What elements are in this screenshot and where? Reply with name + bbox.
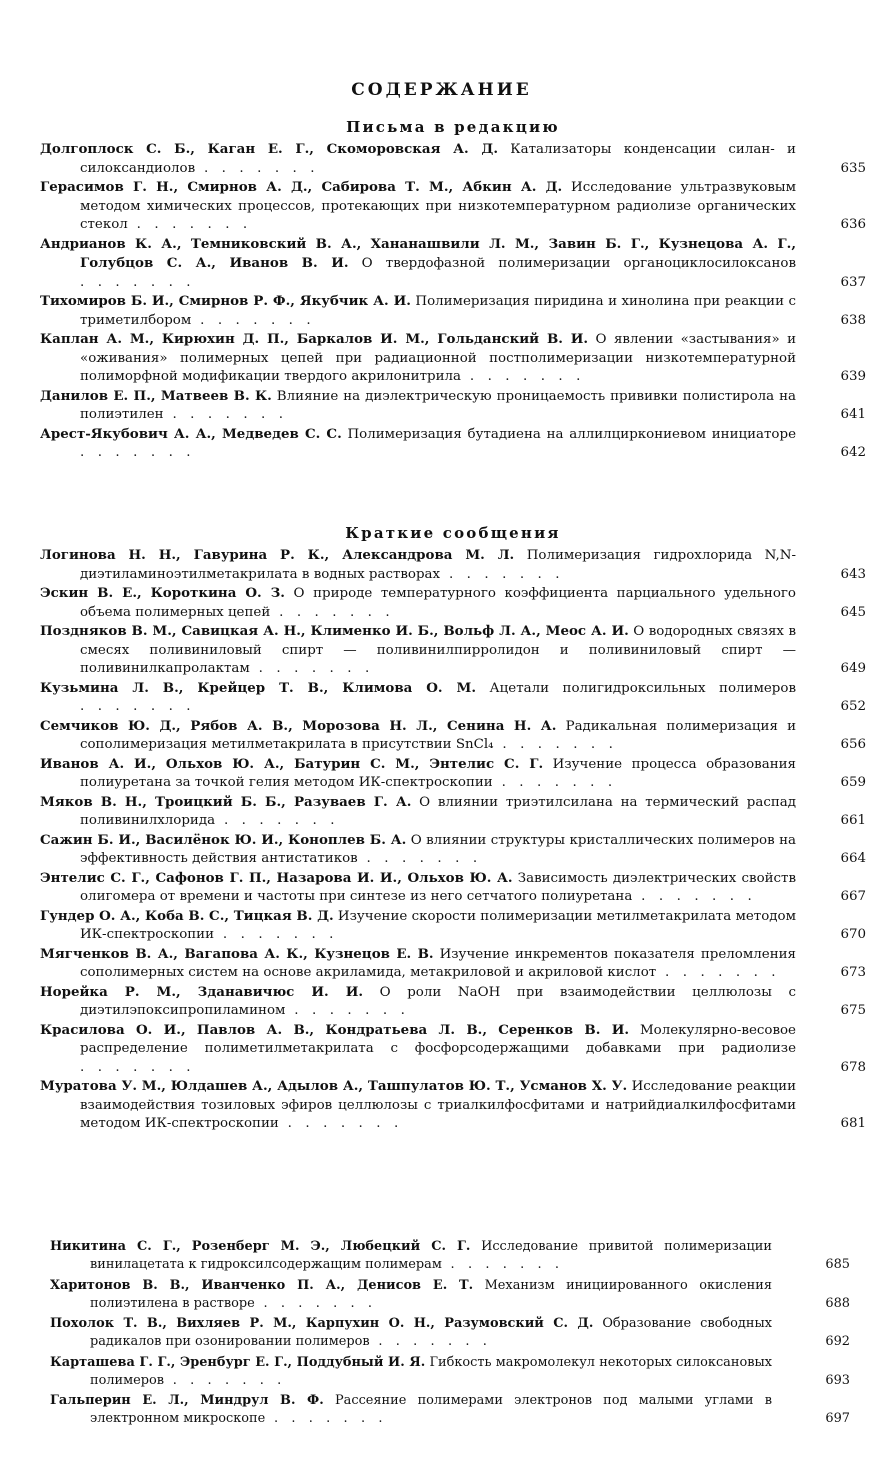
dot-leader: . . . . . . . xyxy=(80,274,196,290)
toc-entry xyxy=(40,869,866,907)
toc-entry xyxy=(40,330,866,387)
dot-leader: . . . . . . . xyxy=(163,407,288,422)
entry-authors: Похолок Т. В., Вихляев Р. М., Карпухин О. Н., Разумовский С. Д. xyxy=(50,1316,594,1331)
entry-page-number: 673 xyxy=(840,965,866,980)
entry-page-number: 681 xyxy=(840,1116,866,1131)
entry-title: Полимеризация пиридина и хинолина при реакции с триметилбором xyxy=(80,294,797,328)
entry-authors: Мяков В. Н., Троицкий Б. Б., Разуваев Г. А. xyxy=(40,793,412,810)
entry-page-number: 635 xyxy=(840,160,866,176)
toc-entry xyxy=(50,1238,850,1274)
entry-page-number: 697 xyxy=(825,1411,850,1426)
dot-leader: . . . . . . . xyxy=(493,737,618,752)
entry-authors: Гальперин Е. Л., Миндрул В. Ф. xyxy=(50,1393,324,1408)
entry-title: Полимеризация бутадиена на аллилциркониевом инициаторе xyxy=(347,426,796,442)
entry-authors: Поздняков В. М., Савицкая А. Н., Клименко И. Б., Вольф Л. А., Меос А. И. xyxy=(40,623,629,639)
dot-leader: . . . . . . . xyxy=(164,1372,286,1388)
toc-entry xyxy=(40,755,866,793)
dot-leader: . . . . . . . xyxy=(357,851,482,866)
dot-leader: . . . . . . . xyxy=(191,312,316,328)
entry-authors: Карташева Г. Г., Эренбург Е. Г., Поддубный И. Я. xyxy=(50,1354,426,1370)
entry-authors: Каплан А. М., Кирюхин Д. П., Баркалов И. М., Гольданский В. И. xyxy=(40,331,589,347)
toc-entry xyxy=(40,1021,866,1078)
entry-title: Гибкость макромолекул некоторых силоксановых полимеров xyxy=(90,1354,773,1388)
entry-title: О явлении «застывания» и «оживания» полимерных цепей при радиационной постполимеризации низкотемпературной полиморфной модификации твердого акрилонитрила xyxy=(80,332,797,384)
section-letters xyxy=(40,114,866,463)
page-title: СОДЕРЖАНИЕ xyxy=(351,80,532,100)
dot-leader: . . . . . . . xyxy=(270,604,395,620)
section-title: Письма в редакцию xyxy=(346,118,560,136)
dot-leader: . . . . . . . xyxy=(127,217,252,232)
dot-leader: . . . . . . . xyxy=(278,1116,403,1131)
entry-authors: Мягченков В. А., Вагапова А. К., Кузнецов Е. В. xyxy=(40,945,434,962)
dot-leader: . . . . . . . xyxy=(214,927,339,942)
toc-entry xyxy=(40,292,866,330)
toc-entry xyxy=(40,425,866,463)
entry-title: О влиянии структуры кристаллических полимеров на эффективность действия антистатиков xyxy=(80,832,796,866)
entry-authors: Красилова О. И., Павлов А. В., Кондратьева Л. В., Серенков В. И. xyxy=(40,1021,630,1038)
toc-entry xyxy=(50,1354,850,1390)
dot-leader: . . . . . . . xyxy=(265,1411,388,1426)
toc-entry xyxy=(40,1077,866,1134)
dot-leader: . . . . . . . xyxy=(254,1295,377,1311)
entry-title: Молекулярно-весовое распределение полиметилметакрилата с фосфорсодержащими добавками при радиолизе xyxy=(80,1022,796,1056)
entry-page-number: 659 xyxy=(840,775,866,790)
entry-authors: Логинова Н. Н., Гавурина Р. К., Александрова М. Л. xyxy=(40,547,515,563)
entry-title: Исследование реакции взаимодействия тозиловых эфиров целлюлозы с триалкилфосфитами и натрийдиалкилфосфитами методом ИК-спектроскопии xyxy=(80,1079,796,1131)
entry-page-number: 688 xyxy=(825,1295,850,1311)
entry-title: Изучение скорости полимеризации метилметакрилата методом ИК-спектроскопии xyxy=(80,908,796,942)
toc-entry xyxy=(40,679,866,717)
entry-authors: Муратова У. М., Юлдашев А., Адылов А., Ташпулатов Ю. Т., Усманов Х. У. xyxy=(40,1078,628,1094)
entry-title: О роли NaOH при взаимодействии целлюлозы с диэтилэпоксипропиламином xyxy=(80,984,797,1018)
entry-page-number: 675 xyxy=(840,1003,866,1018)
entry-authors: Норейка Р. М., Зданавичюс И. И. xyxy=(40,983,364,1000)
entry-page-number: 685 xyxy=(825,1257,850,1272)
entry-page-number: 638 xyxy=(840,312,866,328)
toc-entry xyxy=(40,235,866,293)
toc-entry xyxy=(40,945,866,983)
entry-page-number: 678 xyxy=(840,1059,866,1075)
entry-authors: Иванов А. И., Ольхов Ю. А., Батурин С. М., Энтелис С. Г. xyxy=(40,755,544,772)
entry-authors: Долгоплоск С. Б., Каган Е. Г., Скоморовская А. Д. xyxy=(40,141,498,157)
entry-authors: Сажин Б. И., Василёнок Ю. И., Коноплев Б. А. xyxy=(40,831,407,848)
entry-page-number: 639 xyxy=(840,369,866,384)
section-title: Краткие сообщения xyxy=(345,524,561,542)
entry-page-number: 664 xyxy=(840,851,866,866)
toc-entry xyxy=(50,1315,850,1351)
entry-page-number: 692 xyxy=(825,1334,850,1349)
entry-page-number: 670 xyxy=(840,927,866,942)
entry-page-number: 667 xyxy=(840,889,866,904)
entry-authors: Никитина С. Г., Розенберг М. Э., Любецкий С. Г. xyxy=(50,1239,471,1254)
entry-title: О природе температурного коэффициента парциального удельного объема полимерных цепей xyxy=(80,586,796,620)
toc-entry xyxy=(40,178,866,235)
entry-title: Катализаторы конденсации силан- и силоксандиолов xyxy=(80,142,796,176)
section-short-reports xyxy=(40,520,866,1134)
dot-leader: . . . . . . . xyxy=(285,1003,410,1018)
entry-authors: Тихомиров Б. И., Смирнов Р. Ф., Якубчик А. И. xyxy=(40,293,411,309)
toc-entry xyxy=(40,622,866,679)
toc-entry xyxy=(50,1392,850,1428)
entry-page-number: 637 xyxy=(840,274,866,290)
entry-title: О твердофазной полимеризации органоциклосилоксанов xyxy=(361,256,796,271)
entry-title: Зависимость диэлектрических свойств олигомера от времени и частоты при синтезе из него сетчатого полиуретана xyxy=(80,870,796,904)
toc-entry xyxy=(40,546,866,584)
dot-leader: . . . . . . . xyxy=(656,965,781,980)
toc-entry xyxy=(40,907,866,945)
entry-authors: Семчиков Ю. Д., Рябов А. В., Морозова Н. Л., Сенина Н. А. xyxy=(40,717,557,734)
entry-title: О влиянии триэтилсилана на термический распад поливинилхлорида xyxy=(80,794,796,828)
toc-entry xyxy=(40,831,866,869)
entry-page-number: 642 xyxy=(840,445,866,460)
entry-title: Радикальная полимеризация и сополимеризация метилметакрилата в присутствии SnCl₄ xyxy=(80,718,797,752)
toc-entry xyxy=(50,1277,850,1313)
dot-leader: . . . . . . . xyxy=(369,1334,492,1349)
dot-leader: . . . . . . . xyxy=(632,889,757,904)
entry-page-number: 656 xyxy=(840,737,866,752)
entry-page-number: 643 xyxy=(840,566,866,582)
dot-leader: . . . . . . . xyxy=(80,1059,196,1075)
toc-entry xyxy=(40,717,866,755)
entry-title: Рассеяние полимерами электронов под малыми углами в электронном микроскопе xyxy=(90,1393,772,1426)
entry-page-number: 636 xyxy=(840,217,866,232)
section-continued xyxy=(50,1238,850,1431)
entry-title: Изучение процесса образования полиуретана за точкой гелия методом ИК-спектроскопии xyxy=(80,756,797,790)
entry-authors: Арест-Якубович А. А., Медведев С. С. xyxy=(40,425,342,442)
entry-authors: Кузьмина Л. В., Крейцер Т. В., Климова О. М. xyxy=(40,679,476,696)
dot-leader: . . . . . . . xyxy=(80,445,196,460)
entry-authors: Харитонов В. В., Иванченко П. А., Денисов Е. Т. xyxy=(50,1277,474,1293)
dot-leader: . . . . . . . xyxy=(492,775,617,790)
dot-leader: . . . . . . . xyxy=(80,699,196,714)
entry-page-number: 645 xyxy=(840,604,866,620)
entry-page-number: 649 xyxy=(840,661,866,676)
dot-leader: . . . . . . . xyxy=(215,813,340,828)
entry-title: О водородных связях в смесях поливиниловый спирт — поливинилпирролидон и поливиниловый спирт — поливинилкапролактам xyxy=(80,624,796,676)
entry-page-number: 652 xyxy=(840,699,866,714)
toc-entry xyxy=(40,793,866,831)
toc-entry xyxy=(40,983,866,1021)
dot-leader: . . . . . . . xyxy=(441,1257,564,1272)
entry-authors: Данилов Е. П., Матвеев В. К. xyxy=(40,387,272,404)
entry-page-number: 661 xyxy=(840,813,866,828)
entry-title: Механизм инициированного окисления полиэтилена в растворе xyxy=(90,1277,772,1311)
entry-page-number: 693 xyxy=(825,1372,850,1388)
entry-authors: Энтелис С. Г., Сафонов Г. П., Назарова И. И., Ольхов Ю. А. xyxy=(40,869,513,886)
entry-title: Изучение инкрементов показателя преломления сополимерных систем на основе акриламида, метакриловой и акриловой кислот xyxy=(80,946,796,980)
dot-leader: . . . . . . . xyxy=(440,566,565,582)
entry-title: Влияние на диэлектрическую проницаемость прививки полистирола на полиэтилен xyxy=(80,388,797,422)
entry-authors: Эскин В. Е., Короткина О. З. xyxy=(40,585,285,601)
entry-authors: Гундер О. А., Коба В. С., Тицкая В. Д. xyxy=(40,907,334,924)
toc-entry xyxy=(40,387,866,425)
entry-title: Образование свободных радикалов при озонировании полимеров xyxy=(90,1316,772,1349)
dot-leader: . . . . . . . xyxy=(195,160,320,176)
entry-authors: Андрианов К. А., Темниковский В. А., Хананашвили Л. М., Завин Б. Г., Кузнецова А. Г., Голубцов С. А., Иванов В. И. xyxy=(40,235,796,271)
toc-entry xyxy=(40,584,866,622)
dot-leader: . . . . . . . xyxy=(461,369,585,384)
entry-title: Полимеризация гидрохлорида N,N-диэтиламиноэтилметакрилата в водных растворах xyxy=(80,548,796,582)
entry-title: Исследование привитой полимеризации винилацетата к гидроксилсодержащим полимерам xyxy=(90,1239,772,1272)
entry-title: Ацетали полигидроксильных полимеров xyxy=(489,680,796,696)
dot-leader: . . . . . . . xyxy=(249,661,374,676)
entry-authors: Герасимов Г. Н., Смирнов А. Д., Сабирова Т. М., Абкин А. Д. xyxy=(40,179,563,195)
toc-entry xyxy=(40,140,866,178)
entry-page-number: 641 xyxy=(840,407,866,422)
entry-title: Исследование ультразвуковым методом химических процессов, протекающих при низкотемпературном радиолизе органических стекол xyxy=(80,180,796,232)
